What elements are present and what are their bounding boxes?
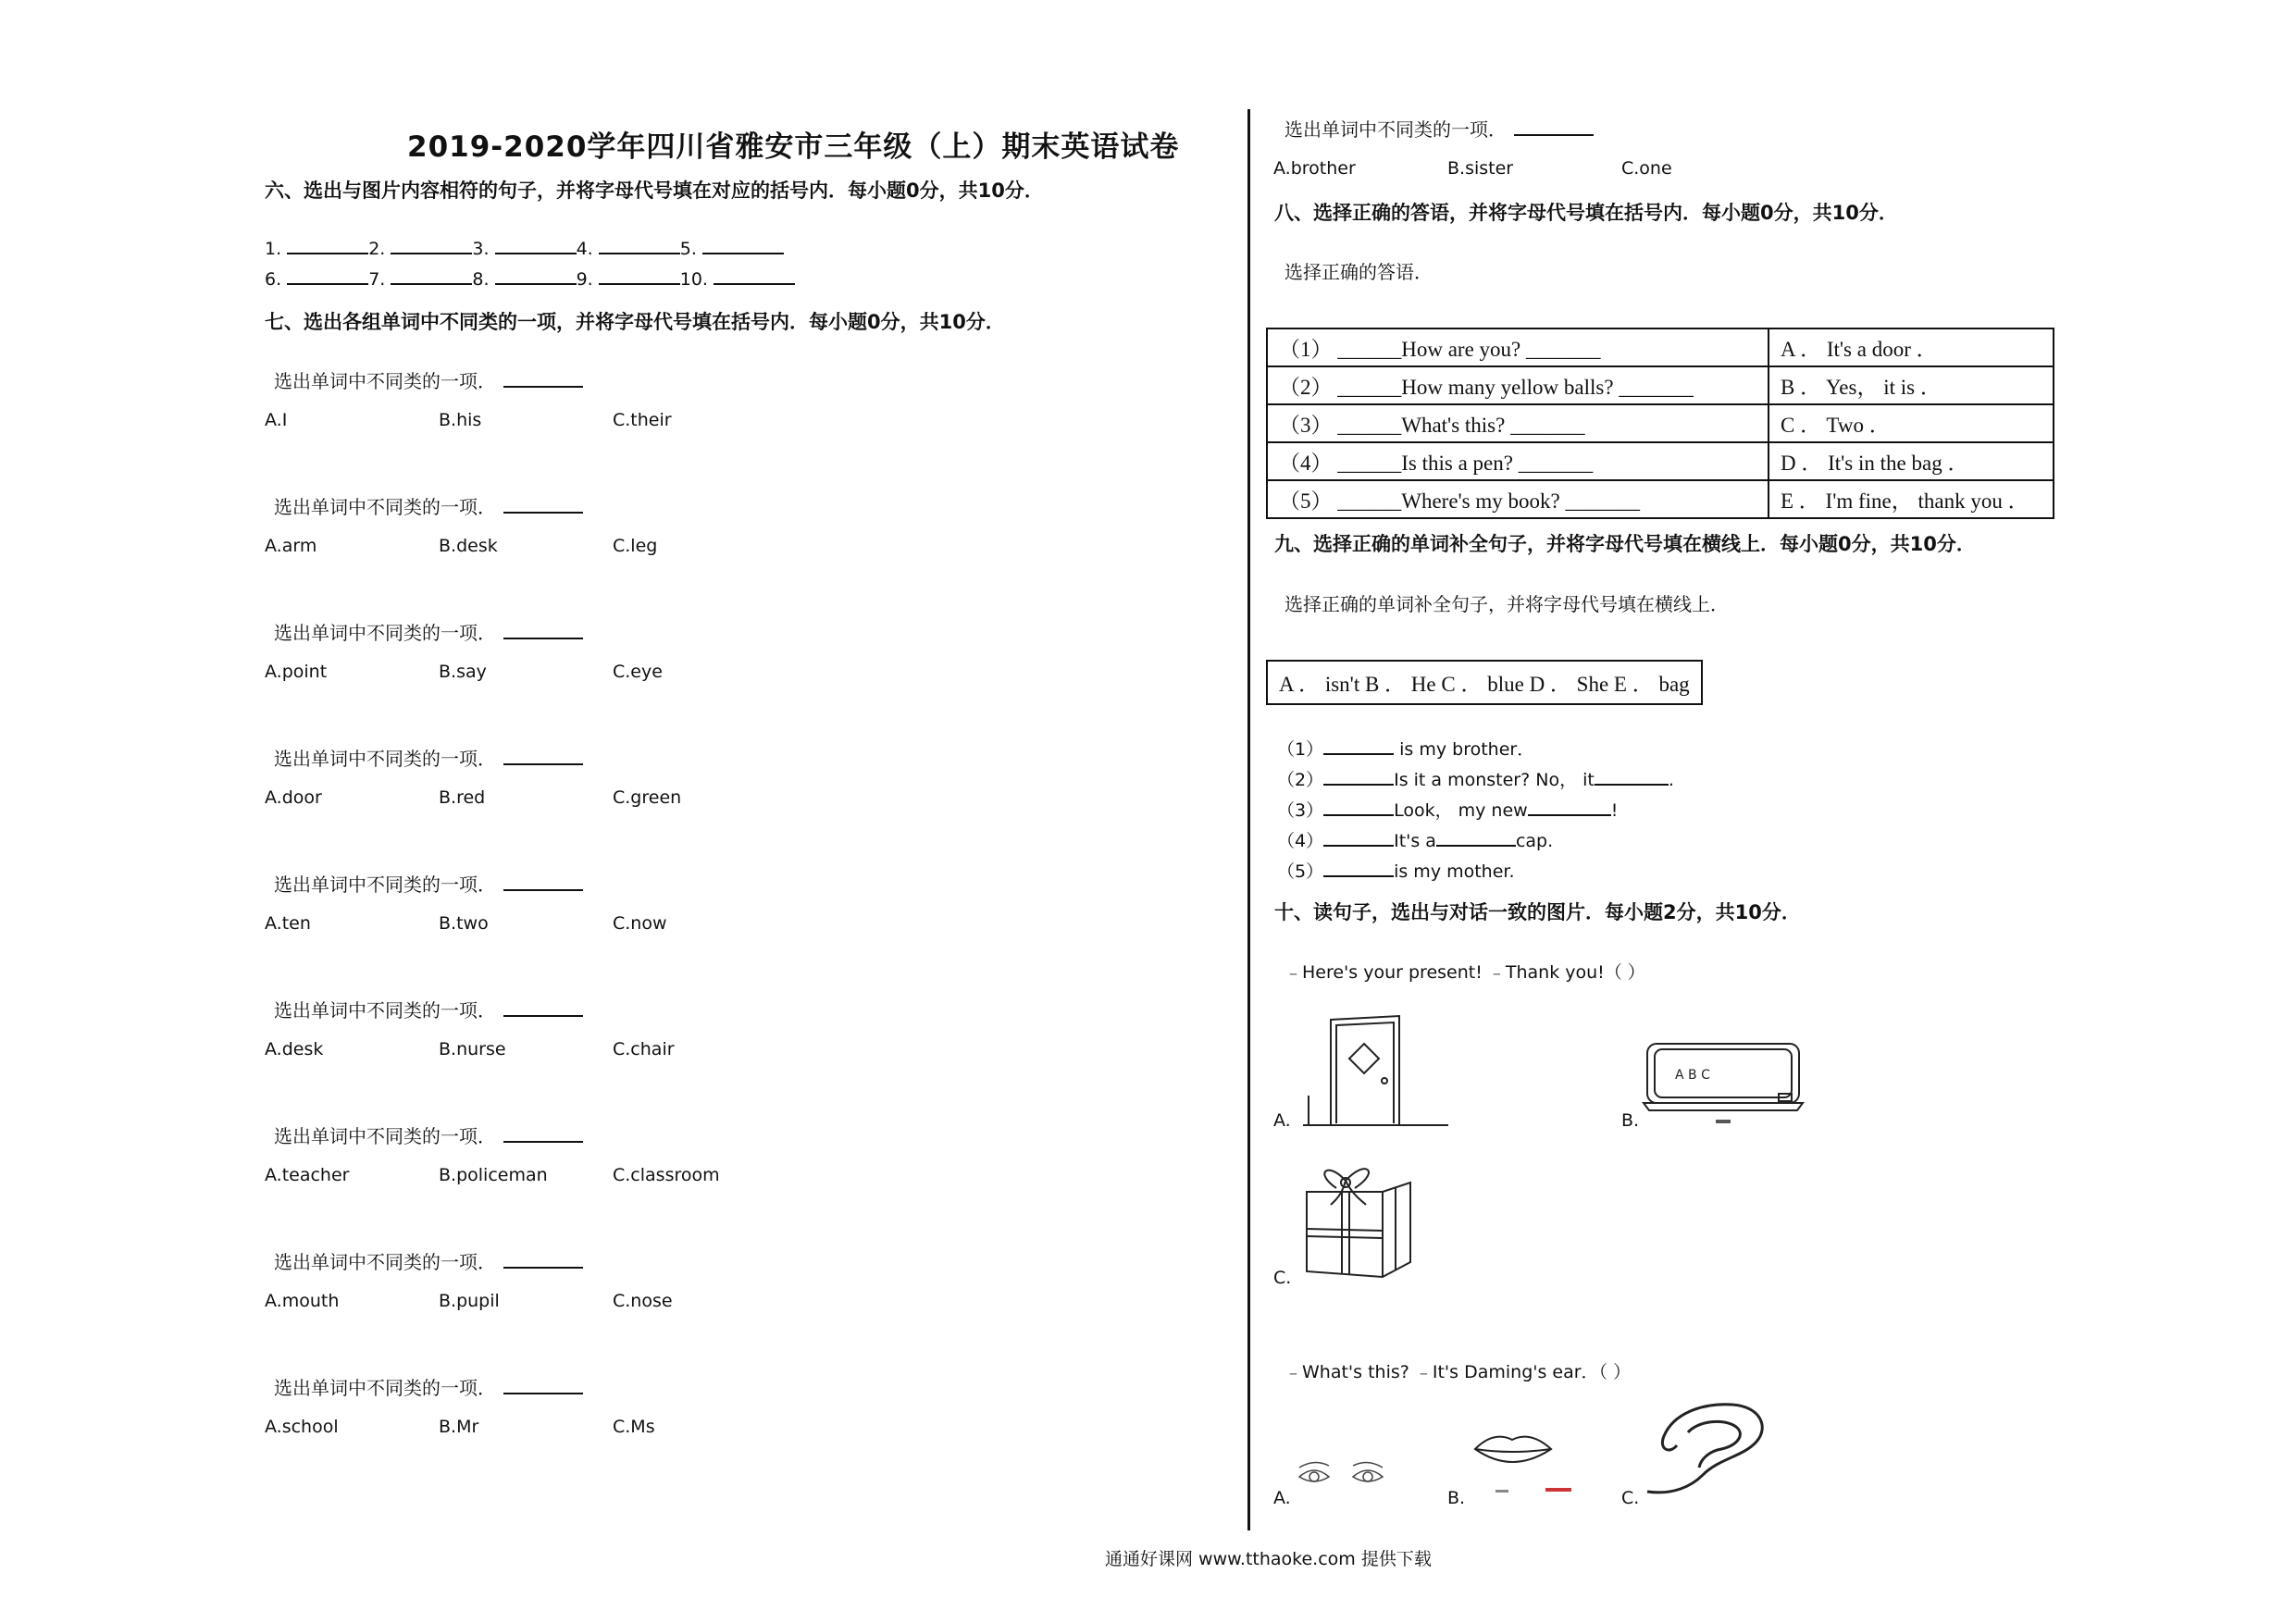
answer-blank[interactable]	[599, 266, 680, 285]
question-prompt	[1285, 115, 1594, 142]
section10-heading: 十、读句子，选出与对话一致的图片．每小题2分，共10分．	[1274, 901, 1801, 923]
answer-blank[interactable]	[1323, 798, 1394, 816]
blank-number: 7.	[368, 269, 386, 290]
option-c: C.one	[1621, 158, 1672, 179]
answer-cell: E ． I'm fine， thank you ．	[1769, 480, 2054, 518]
answer-blank[interactable]	[391, 236, 472, 254]
page-title: 2019-2020学年四川省雅安市三年级（上）期末英语试卷	[407, 130, 1180, 164]
option-label-a: A.	[1273, 1110, 1291, 1131]
answer-blank[interactable]	[503, 1250, 583, 1269]
answer-blank[interactable]	[1528, 798, 1611, 816]
blank-number: 1.	[265, 239, 282, 259]
question-prompt	[274, 1247, 583, 1274]
dialogue-1: ﹣Here's your present! ﹣Thank you!（ ）	[1285, 962, 1645, 983]
ear-image[interactable]	[1636, 1399, 1784, 1501]
fill-item-1	[1277, 736, 1534, 761]
option-c: C.leg	[613, 536, 658, 556]
option-c: C.their	[613, 410, 672, 430]
section6-heading: 六、选出与图片内容相符的句子，并将字母代号填在对应的括号内．每小题0分，共10分．	[265, 180, 1044, 202]
item-number: （1）	[1277, 739, 1324, 760]
answer-blank[interactable]	[503, 998, 583, 1017]
option-b: B.pupil	[439, 1291, 500, 1311]
answer-blank[interactable]	[702, 236, 784, 254]
prompt-text: 选出单词中不同类的一项．	[274, 496, 496, 518]
answer-blank[interactable]	[503, 1376, 583, 1394]
answer-blank[interactable]	[714, 266, 795, 285]
option-label-c: C.	[1621, 1488, 1640, 1508]
option-b: B.policeman	[439, 1165, 548, 1185]
question-prompt	[274, 996, 583, 1022]
option-a: A.door	[265, 787, 322, 808]
option-a: A.I	[265, 410, 288, 430]
section6-blank-row-2	[265, 266, 795, 290]
question-prompt	[274, 366, 583, 393]
option-a: A.ten	[265, 913, 311, 934]
mouth-image[interactable]	[1466, 1427, 1586, 1501]
answer-blank[interactable]	[287, 236, 368, 254]
question-prompt	[274, 744, 583, 771]
option-a: A.teacher	[265, 1165, 350, 1185]
blackboard-image[interactable]	[1640, 1036, 1806, 1129]
option-b: B.say	[439, 662, 487, 682]
fill-item-4	[1277, 827, 1553, 852]
option-a: A.arm	[265, 536, 317, 556]
answer-blank[interactable]	[503, 747, 583, 765]
item-number: （2）	[1277, 770, 1324, 790]
option-label-b: B.	[1447, 1488, 1466, 1508]
fill-item-5	[1277, 858, 1515, 883]
option-c: C.green	[613, 787, 682, 808]
answer-blank[interactable]	[503, 621, 583, 639]
prompt-text: 选出单词中不同类的一项．	[274, 748, 496, 770]
prompt-text: 选出单词中不同类的一项．	[274, 873, 496, 896]
answer-blank[interactable]	[503, 369, 583, 388]
item-text: It's a	[1394, 831, 1436, 851]
question-prompt	[274, 492, 583, 519]
prompt-text: 选出单词中不同类的一项．	[274, 1251, 496, 1273]
answer-blank[interactable]	[503, 1124, 583, 1143]
answer-blank[interactable]	[1323, 828, 1394, 847]
answer-blank[interactable]	[287, 266, 368, 285]
option-b: B.his	[439, 410, 482, 430]
question-prompt	[274, 870, 583, 897]
item-text: Is it a monster? No， it	[1394, 770, 1595, 790]
option-b: B.sister	[1447, 158, 1514, 179]
option-c: C.eye	[613, 662, 663, 682]
question-cell: （1） ______How are you? _______	[1267, 328, 1769, 366]
item-text: !	[1610, 800, 1619, 821]
blank-number: 6.	[265, 269, 282, 290]
option-label-c: C.	[1273, 1268, 1292, 1288]
item-text: is my mother.	[1394, 861, 1515, 882]
answer-table	[1266, 328, 2054, 519]
gift-box-image[interactable]	[1296, 1155, 1425, 1284]
option-c: C.now	[613, 913, 667, 934]
prompt-text: 选出单词中不同类的一项．	[274, 1377, 496, 1399]
section8-heading: 八、选择正确的答语，并将字母代号填在括号内．每小题0分，共10分．	[1274, 202, 1898, 224]
blank-number: 9.	[576, 269, 593, 290]
answer-blank[interactable]	[495, 266, 577, 285]
prompt-text: 选出单词中不同类的一项．	[1285, 118, 1507, 141]
answer-blank[interactable]	[495, 236, 577, 254]
prompt-text: 选出单词中不同类的一项．	[274, 1125, 496, 1147]
blank-number: 2.	[368, 239, 386, 259]
answer-blank[interactable]	[1323, 859, 1394, 877]
option-a: A.desk	[265, 1039, 324, 1059]
option-c: C.chair	[613, 1039, 675, 1059]
option-b: B.red	[439, 787, 486, 808]
answer-blank[interactable]	[1514, 118, 1594, 136]
section9-heading: 九、选择正确的单词补全句子，并将字母代号填在横线上．每小题0分，共10分．	[1274, 533, 1976, 555]
answer-blank[interactable]	[1436, 828, 1516, 847]
option-a: A.brother	[1273, 158, 1356, 179]
answer-blank[interactable]	[503, 495, 583, 514]
footer-credit: 通通好课网 www.tthaoke.com 提供下载	[1105, 1549, 1432, 1569]
answer-cell: D ． It's in the bag ．	[1769, 442, 2054, 480]
question-prompt	[274, 1373, 583, 1400]
section6-blank-row-1	[265, 236, 784, 259]
section7-heading: 七、选出各组单词中不同类的一项，并将字母代号填在括号内．每小题0分，共10分．	[265, 311, 1005, 333]
table-row	[1267, 328, 2054, 366]
blank-number: 3.	[472, 239, 490, 259]
table-row	[1267, 404, 2054, 442]
answer-blank[interactable]	[391, 266, 472, 285]
door-image[interactable]	[1296, 1012, 1453, 1133]
word-bank-box: A ． isn't B ． He C ． blue D ． She E ． bag	[1266, 660, 1703, 705]
prompt-text: 选出单词中不同类的一项．	[274, 622, 496, 644]
blank-number: 5.	[679, 239, 697, 259]
board-letters: A B C	[1675, 1068, 1710, 1083]
option-c: C.Ms	[613, 1417, 655, 1437]
question-prompt	[274, 1121, 583, 1148]
item-number: （4）	[1277, 831, 1324, 851]
answer-cell: A ． It's a door ．	[1769, 328, 2054, 366]
section9-instruction: 选择正确的单词补全句子，并将字母代号填在横线上．	[1285, 593, 1729, 615]
option-label-b: B.	[1621, 1110, 1640, 1131]
item-text: .	[1668, 770, 1674, 790]
option-c: C.classroom	[613, 1165, 720, 1185]
question-cell: （2） ______How many yellow balls? _______	[1267, 366, 1769, 404]
table-row	[1267, 442, 2054, 480]
fill-item-2	[1277, 766, 1674, 791]
option-b: B.Mr	[439, 1417, 479, 1437]
prompt-text: 选出单词中不同类的一项．	[274, 370, 496, 392]
answer-blank[interactable]	[599, 236, 680, 254]
item-number: （3）	[1277, 800, 1324, 821]
table-row	[1267, 366, 2054, 404]
section8-instruction: 选择正确的答语．	[1285, 261, 1433, 283]
option-a: A.mouth	[265, 1291, 340, 1311]
prompt-text: 选出单词中不同类的一项．	[274, 999, 496, 1022]
item-text: cap.	[1515, 831, 1554, 851]
dialogue-2: ﹣What's this? ﹣It's Daming's ear．（ ）	[1285, 1362, 1632, 1382]
answer-blank[interactable]	[1595, 767, 1669, 786]
column-divider	[1247, 109, 1250, 1530]
blank-number: 8.	[472, 269, 490, 290]
question-cell: （5） ______Where's my book? _______	[1267, 480, 1769, 518]
option-b: B.nurse	[439, 1039, 506, 1059]
option-label-a: A.	[1273, 1488, 1291, 1508]
option-a: A.school	[265, 1417, 339, 1437]
answer-cell: B ． Yes， it is ．	[1769, 366, 2054, 404]
option-a: A.point	[265, 662, 328, 682]
item-number: （5）	[1277, 861, 1324, 882]
question-cell: （4） ______Is this a pen? _______	[1267, 442, 1769, 480]
option-b: B.desk	[439, 536, 498, 556]
table-row	[1267, 480, 2054, 518]
answer-blank[interactable]	[503, 873, 583, 891]
answer-blank[interactable]	[1323, 767, 1394, 786]
option-c: C.nose	[613, 1291, 673, 1311]
item-text: Look， my new	[1394, 800, 1528, 821]
item-text: is my brother．	[1399, 739, 1535, 760]
fill-item-3	[1277, 797, 1618, 822]
answer-blank[interactable]	[1323, 737, 1394, 755]
option-b: B.two	[439, 913, 489, 934]
answer-cell: C ． Two ．	[1769, 404, 2054, 442]
question-cell: （3） ______What's this? _______	[1267, 404, 1769, 442]
blank-number: 10.	[679, 269, 708, 290]
question-prompt	[274, 618, 583, 645]
blank-number: 4.	[576, 239, 593, 259]
eyes-image[interactable]	[1292, 1455, 1403, 1501]
